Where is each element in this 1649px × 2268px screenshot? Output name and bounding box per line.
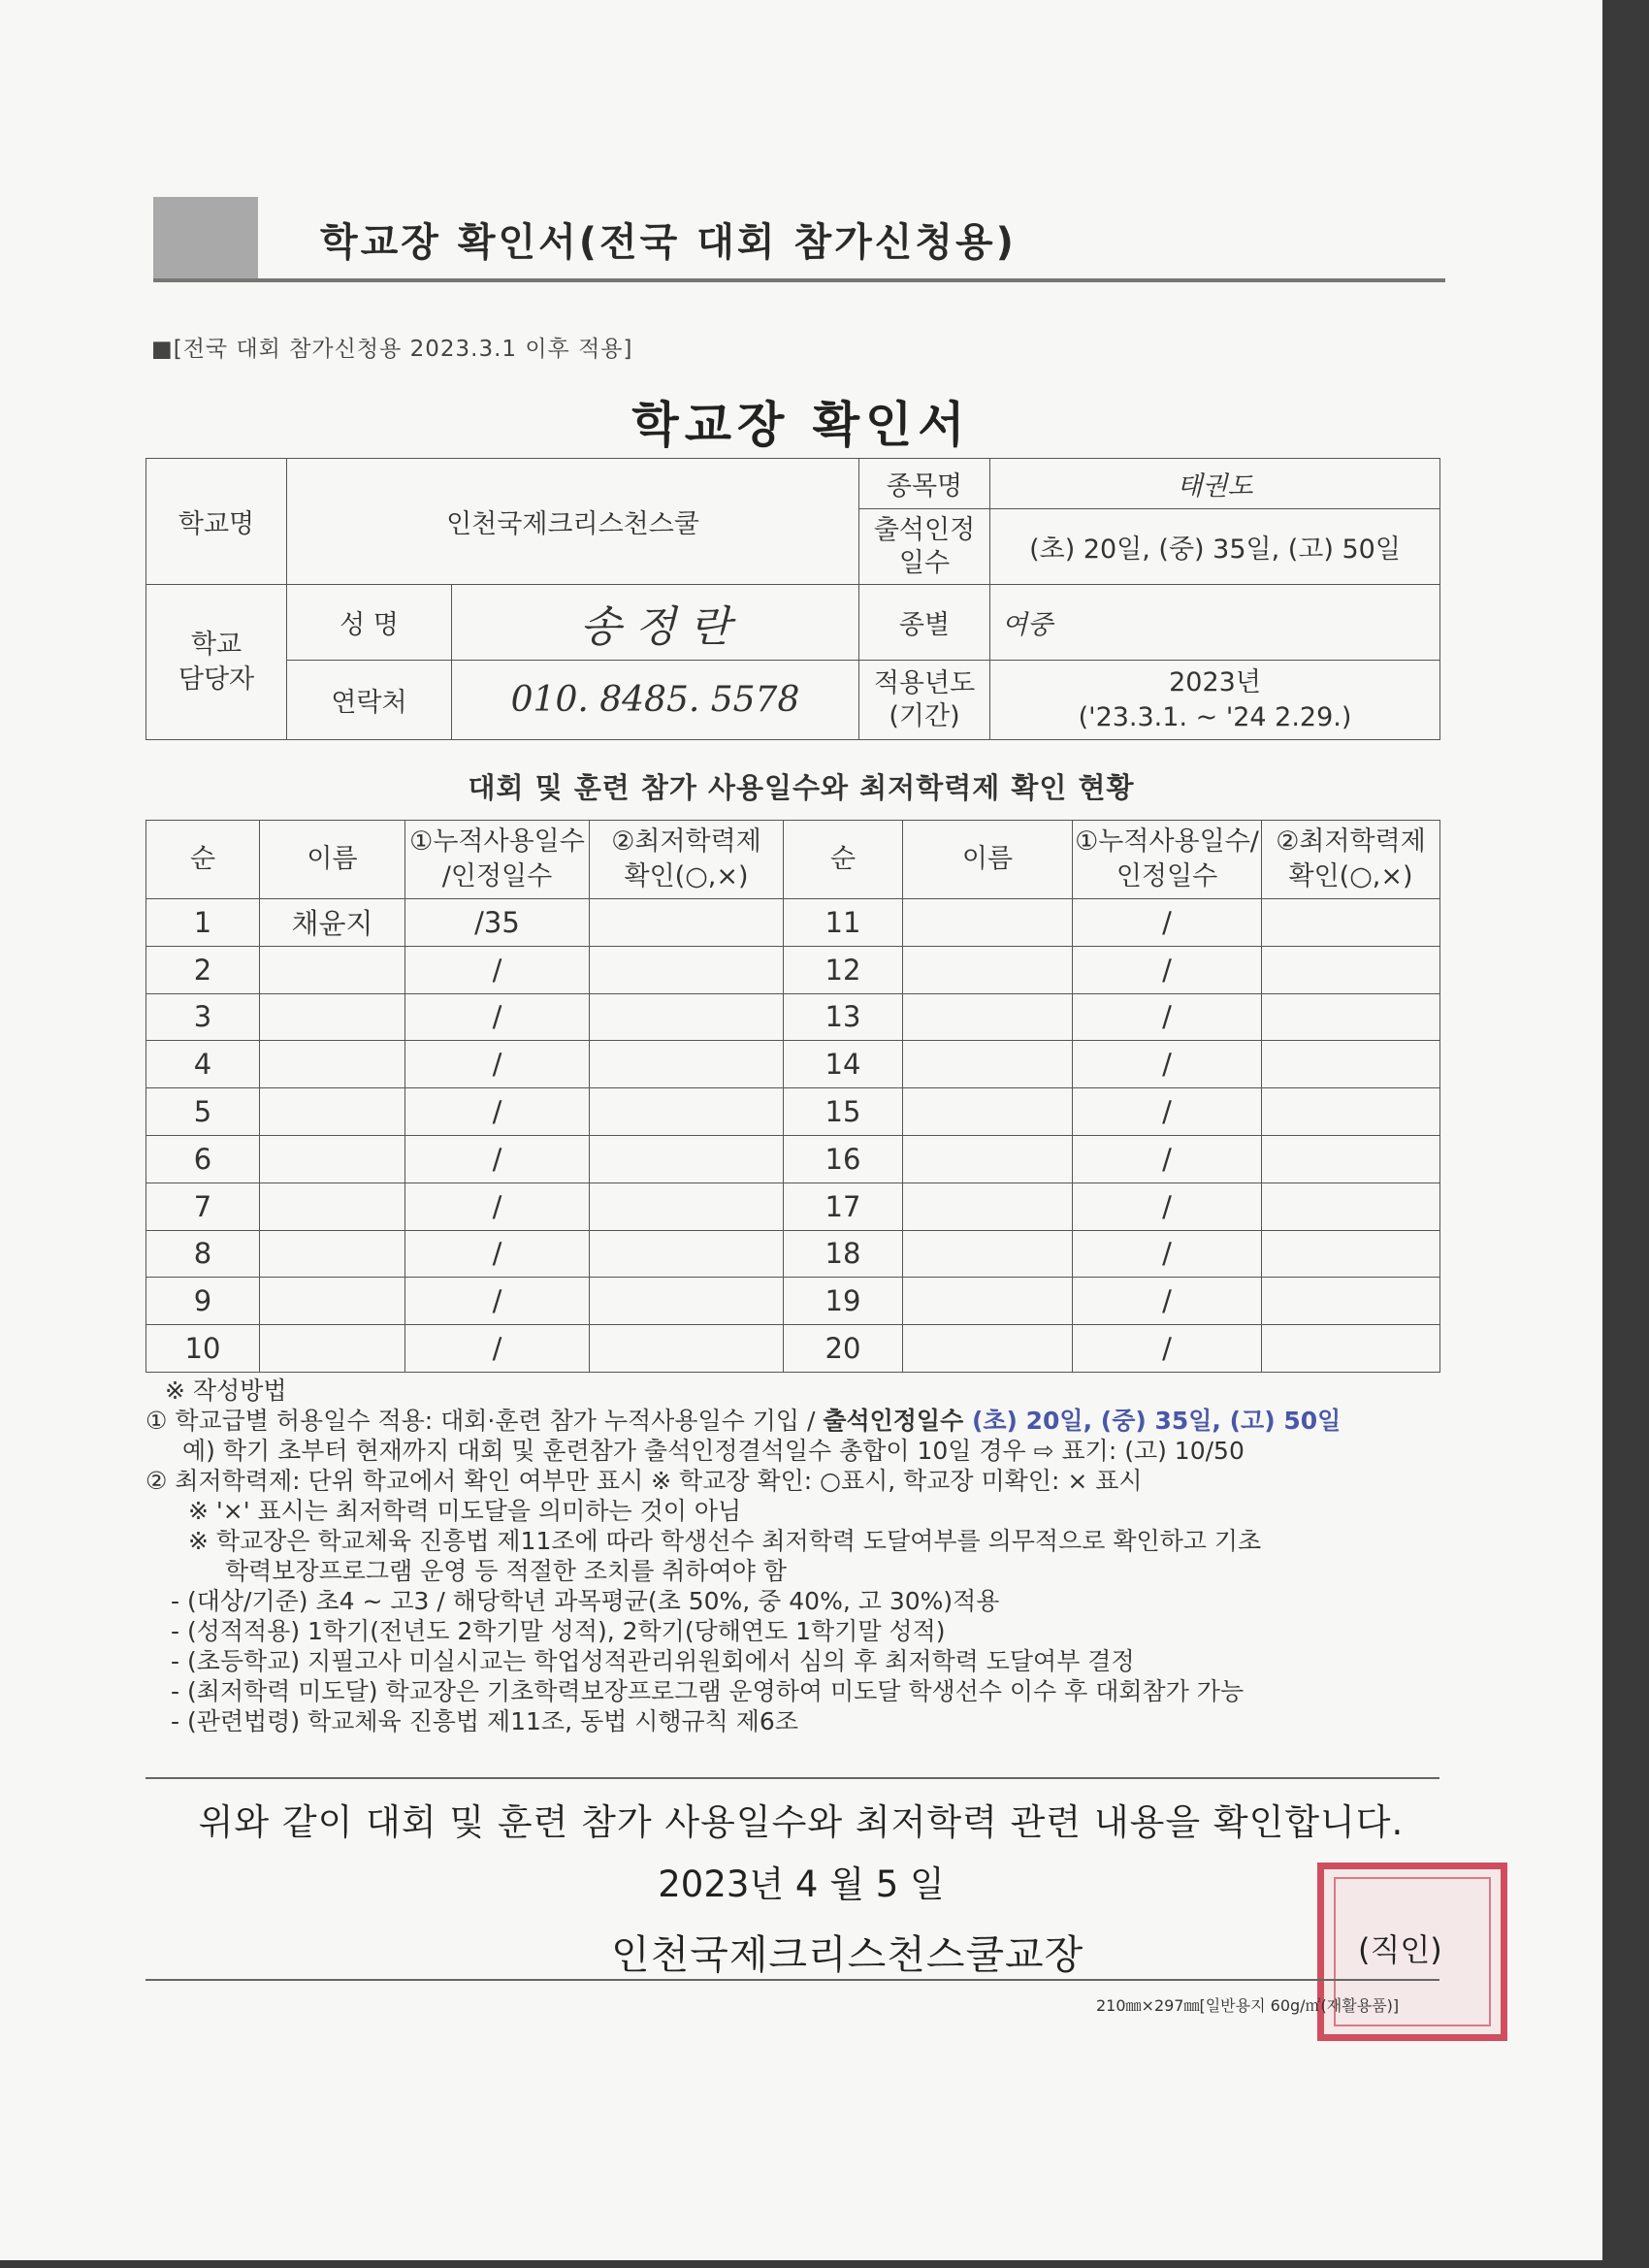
note-text: ① 학교급별 허용일수 적용: 대회·훈련 참가 누적사용일수 기입 / [146,1407,824,1435]
year-label: 적용년도 (기간) [859,661,990,740]
header-name: 이름 [260,821,405,899]
document-title: 학교장 확인서 [631,397,971,453]
seal-label: (직인) [1358,1931,1442,1968]
row-number: 19 [784,1278,903,1325]
participant-name [903,1135,1073,1183]
row-number: 15 [784,1088,903,1136]
school-label: 학교명 [146,459,287,585]
participant-name: 채윤지 [260,899,405,947]
row-number: 13 [784,993,903,1041]
participant-name [903,1183,1073,1230]
note-bold: 출석인정일수 [823,1407,964,1435]
contact-label: 연락처 [287,661,452,740]
academic-check [590,1183,784,1230]
table-row [146,1041,1440,1088]
header-no: 순 [146,821,260,899]
row-number: 11 [784,899,903,947]
participant-name [903,1230,1073,1278]
manager-name: 송 정 란 [452,585,859,661]
participant-name [260,1325,405,1373]
header-name: 이름 [903,821,1073,899]
manager-label: 학교 담당자 [146,585,287,740]
academic-check [1262,899,1440,947]
table-row [146,1325,1440,1373]
participant-name [260,1088,405,1136]
note-line: - (초등학교) 지필고사 미실시교는 학업성적관리위원회에서 심의 후 최저학력 도달여부 결정 [171,1647,1135,1675]
note-line: - (최저학력 미도달) 학교장은 기초학력보장프로그램 운영하여 미도달 학생선수 이수 후 대회참가 가능 [171,1677,1245,1705]
row-number: 9 [146,1278,260,1325]
days-cell: / [405,1135,590,1183]
table-header-row [146,821,1440,899]
row-number: 7 [146,1183,260,1230]
days-cell: /35 [405,899,590,947]
note-line [146,1406,1484,1436]
attendance-label: 출석인정 일수 [859,509,990,585]
days-cell: / [405,1230,590,1278]
header-check: ②최저학력제 확인(○,×) [590,821,784,899]
academic-check [1262,946,1440,993]
principal-signature-line: 인천국제크리스천스쿨교장 [611,1931,1084,1978]
days-cell: / [1073,1183,1262,1230]
row-number: 12 [784,946,903,993]
notes-heading: ※ 작성방법 [165,1377,287,1405]
academic-check [1262,993,1440,1041]
table-row [146,1183,1440,1230]
row-number: 8 [146,1230,260,1278]
row-number: 3 [146,993,260,1041]
academic-check [590,1041,784,1088]
table-row [146,946,1440,993]
year-cell [990,661,1440,740]
name-label: 성 명 [287,585,452,661]
period-value: ('23.3.1. ~ '24 2.29.) [1078,701,1352,732]
days-cell: / [1073,1088,1262,1136]
days-cell: / [1073,1278,1262,1325]
academic-check [1262,1088,1440,1136]
academic-check [590,1135,784,1183]
note-line: - (관련법령) 학교체육 진흥법 제11조, 동법 시행규칙 제6조 [171,1707,798,1735]
participant-name [260,1183,405,1230]
table-row [146,1088,1440,1136]
academic-check [1262,1230,1440,1278]
participant-name [903,1088,1073,1136]
days-cell: / [405,1325,590,1373]
contact-value: 010. 8485. 5578 [452,661,859,740]
days-cell: / [405,1041,590,1088]
days-cell: / [1073,1041,1262,1088]
note-line: ※ 학교장은 학교체육 진흥법 제11조에 따라 학생선수 최저학력 도달여부를 의무적으로 확인하고 기초 [188,1527,1262,1555]
paper-size-note: 210㎜×297㎜[일반용지 60g/㎡(재활용품)] [1096,1996,1400,2015]
event-label: 종목명 [859,459,990,509]
row-number: 17 [784,1183,903,1230]
divider [146,1979,1439,1981]
confirmation-text: 위와 같이 대회 및 훈련 참가 사용일수와 최저학력 관련 내용을 확인합니다. [198,1801,1405,1843]
category-value: 여중 [990,585,1440,661]
days-cell: / [405,993,590,1041]
academic-check [1262,1183,1440,1230]
academic-check [590,1325,784,1373]
academic-check [590,946,784,993]
row-number: 2 [146,946,260,993]
row-number: 5 [146,1088,260,1136]
days-cell: / [1073,946,1262,993]
days-cell: / [1073,899,1262,947]
participant-name [903,1041,1073,1088]
header-days: ①누적사용일수 /인정일수 [405,821,590,899]
days-cell: / [405,1278,590,1325]
participant-name [260,946,405,993]
row-number: 4 [146,1041,260,1088]
note-line: ② 최저학력제: 단위 학교에서 확인 여부만 표시 ※ 학교장 확인: ○표시, 학교장 미확인: × 표시 [146,1467,1143,1495]
header-check: ②최저학력제 확인(○,×) [1262,821,1440,899]
banner-underline [153,278,1445,282]
participant-name [903,1278,1073,1325]
participants-table [146,820,1440,1373]
year-value: 2023년 [1169,666,1261,697]
school-name: 인천국제크리스천스쿨 [287,459,859,585]
participant-name [260,993,405,1041]
row-number: 1 [146,899,260,947]
days-cell: / [1073,1135,1262,1183]
participant-name [260,1135,405,1183]
days-cell: / [405,1088,590,1136]
table-row [146,1230,1440,1278]
days-cell: / [1073,1230,1262,1278]
note-blue: (초) 20일, (중) 35일, (고) 50일 [963,1407,1342,1435]
row-number: 10 [146,1325,260,1373]
header-no: 순 [784,821,903,899]
participant-name [260,1230,405,1278]
participant-name [903,899,1073,947]
table-row [146,1135,1440,1183]
subtitle: ■[전국 대회 참가신청용 2023.3.1 이후 적용] [151,337,633,362]
note-line: ※ '×' 표시는 최저학력 미도달을 의미하는 것이 아님 [188,1497,742,1525]
participant-name [260,1278,405,1325]
academic-check [590,1278,784,1325]
row-number: 20 [784,1325,903,1373]
header-days: ①누적사용일수/ 인정일수 [1073,821,1262,899]
academic-check [590,1088,784,1136]
info-table [146,458,1440,740]
participant-name [260,1041,405,1088]
section-heading: 대회 및 훈련 참가 사용일수와 최저학력제 확인 현황 [468,771,1135,804]
days-cell: / [405,946,590,993]
academic-check [590,993,784,1041]
participant-name [903,1325,1073,1373]
academic-check [1262,1325,1440,1373]
participant-name [903,993,1073,1041]
banner-title: 학교장 확인서(전국 대회 참가신청용) [320,220,1017,265]
note-line: - (대상/기준) 초4 ~ 고3 / 해당학년 과목평균(초 50%, 중 40%, 고 30%)적용 [171,1587,1000,1615]
date-text: 2023년 4 월 5 일 [658,1863,945,1905]
academic-check [590,899,784,947]
table-row [146,899,1440,947]
category-label: 종별 [859,585,990,661]
participant-name [903,946,1073,993]
event-value: 태권도 [990,459,1440,509]
table-row [146,1278,1440,1325]
row-number: 16 [784,1135,903,1183]
academic-check [590,1230,784,1278]
days-cell: / [1073,1325,1262,1373]
note-line: 예) 학기 초부터 현재까지 대회 및 훈련참가 출석인정결석일수 총합이 10일 경우 ⇨ 표기: (고) 10/50 [182,1437,1245,1465]
note-line: 학력보장프로그램 운영 등 적절한 조치를 취하여야 함 [225,1557,787,1585]
notes-section [146,1376,1484,1736]
row-number: 18 [784,1230,903,1278]
row-number: 14 [784,1041,903,1088]
academic-check [1262,1278,1440,1325]
attendance-value: (초) 20일, (중) 35일, (고) 50일 [990,509,1440,585]
table-row [146,993,1440,1041]
note-line: - (성적적용) 1학기(전년도 2학기말 성적), 2학기(당해연도 1학기말 성적) [171,1617,946,1645]
row-number: 6 [146,1135,260,1183]
days-cell: / [405,1183,590,1230]
banner-marker [153,197,258,282]
divider [146,1777,1439,1779]
academic-check [1262,1041,1440,1088]
academic-check [1262,1135,1440,1183]
days-cell: / [1073,993,1262,1041]
